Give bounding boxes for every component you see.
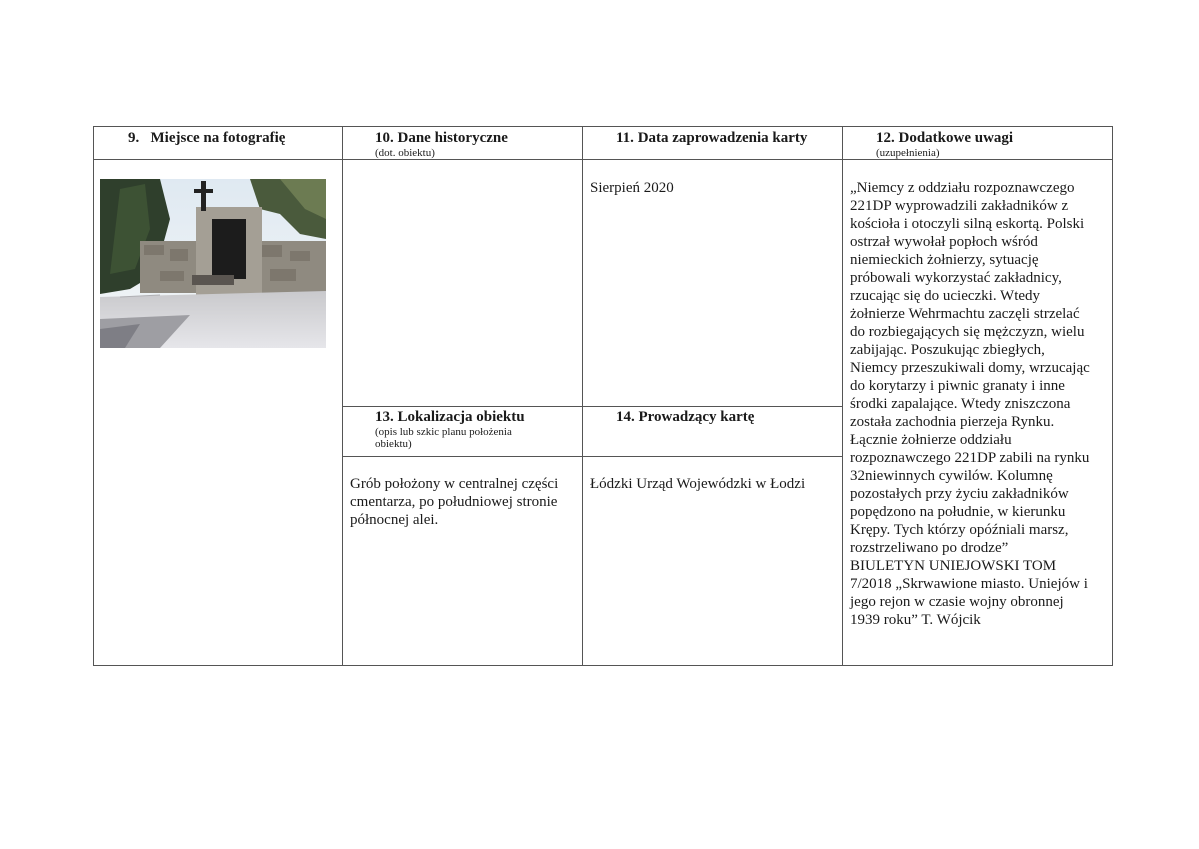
notes-line: próbowali wykorzystać zakładnicy, <box>850 270 1062 286</box>
notes-line: BIULETYN UNIEJOWSKI TOM <box>850 558 1057 574</box>
header-photo-title: Miejsce na fotografię <box>150 130 286 146</box>
header-location <box>375 409 580 450</box>
header-photo-number: 9. <box>128 130 140 146</box>
header-maintainer <box>616 409 838 426</box>
col-divider-1 <box>342 126 343 666</box>
maintainer-value: Łódzki Urząd Wojewódzki w Łodzi <box>590 476 806 492</box>
notes-line: rozstrzeliwano po drodze” <box>850 540 1009 556</box>
location-description <box>350 475 578 529</box>
notes-line: rzucając się do ucieczki. Wtedy <box>850 288 1041 304</box>
location-line: cmentarza, po południowej stronie <box>350 494 558 510</box>
col-divider-3 <box>842 126 843 666</box>
table-border-left <box>93 126 94 666</box>
notes-line: została zachodnia pierzeja Rynku. <box>850 414 1055 430</box>
header-location-number: 13. <box>375 409 394 425</box>
header-maintainer-title: Prowadzący kartę <box>638 409 755 425</box>
table-border-bottom <box>93 665 1113 666</box>
col-divider-2 <box>582 126 583 666</box>
notes-line: pozostałych przy życiu zakładników <box>850 486 1069 502</box>
notes-line: 221DP wyprowadzili zakładników z <box>850 198 1069 214</box>
notes-line: 7/2018 „Skrwawione miasto. Uniejów i <box>850 576 1088 592</box>
header-card-date-number: 11. <box>616 130 634 146</box>
notes-line: rozpoznawczego 221DP zabili na rynku <box>850 450 1090 466</box>
notes-line: Krępy. Tych którzy opóźniali marsz, <box>850 522 1069 538</box>
header-notes-title: Dodatkowe uwagi <box>898 130 1014 146</box>
notes-line: jego rejon w czasie wojny obronnej <box>850 594 1064 610</box>
header-notes-number: 12. <box>876 130 895 146</box>
location-line: północnej alei. <box>350 512 439 528</box>
location-line: Grób położony w centralnej części <box>350 476 559 492</box>
notes-line: do korytarzy i piwnic granaty i inne <box>850 378 1065 394</box>
notes-line: ostrzał wywołał popłoch wśród <box>850 234 1038 250</box>
header-historical <box>375 130 575 159</box>
notes-line: środki zapalające. Wtedy zniszczona <box>850 396 1071 412</box>
header-historical-title: Dane historyczne <box>397 130 508 146</box>
header-photo <box>128 130 338 147</box>
header-notes-subtitle: (uzupełnienia) <box>876 147 940 159</box>
header-notes <box>876 130 1106 159</box>
notes-line: 32niewinnych cywilów. Kolumnę <box>850 468 1053 484</box>
header-card-date <box>616 130 838 147</box>
card-date-value: Sierpień 2020 <box>590 180 674 196</box>
mid-header-divider <box>342 456 842 457</box>
notes-text <box>850 179 1108 629</box>
header-card-date-title: Data zaprowadzenia karty <box>637 130 808 146</box>
header-location-title: Lokalizacja obiektu <box>397 409 525 425</box>
table-border-right <box>1112 126 1113 666</box>
header-historical-subtitle: (dot. obiektu) <box>375 147 435 159</box>
notes-line: 1939 roku” T. Wójcik <box>850 612 981 628</box>
notes-line: żołnierze Wehrmachtu zaczęli strzelać <box>850 306 1080 322</box>
notes-line: zabijając. Poszukując zbiegłych, <box>850 342 1045 358</box>
header-row-divider <box>93 159 1113 160</box>
header-location-subtitle-2: obiektu) <box>375 438 412 450</box>
notes-line: kościoła i otoczyli silną eskortą. Polski <box>850 216 1085 232</box>
notes-line: „Niemcy z oddziału rozpoznawczego <box>850 180 1075 196</box>
notes-line: popędzono na południe, w kierunku <box>850 504 1066 520</box>
notes-line: Łącznie żołnierze oddziału <box>850 432 1012 448</box>
mid-row-divider <box>342 406 842 407</box>
notes-line: niemieckich żołnierzy, sytuację <box>850 252 1039 268</box>
header-historical-number: 10. <box>375 130 394 146</box>
notes-line: do rozbiegających się mężczyzn, wielu <box>850 324 1085 340</box>
notes-line: Niemcy przeszukiwali domy, wrzucając <box>850 360 1090 376</box>
table-border-top <box>93 126 1113 127</box>
header-location-subtitle-1: (opis lub szkic planu położenia <box>375 426 512 438</box>
header-maintainer-number: 14. <box>616 409 635 425</box>
grave-photo <box>100 179 326 348</box>
